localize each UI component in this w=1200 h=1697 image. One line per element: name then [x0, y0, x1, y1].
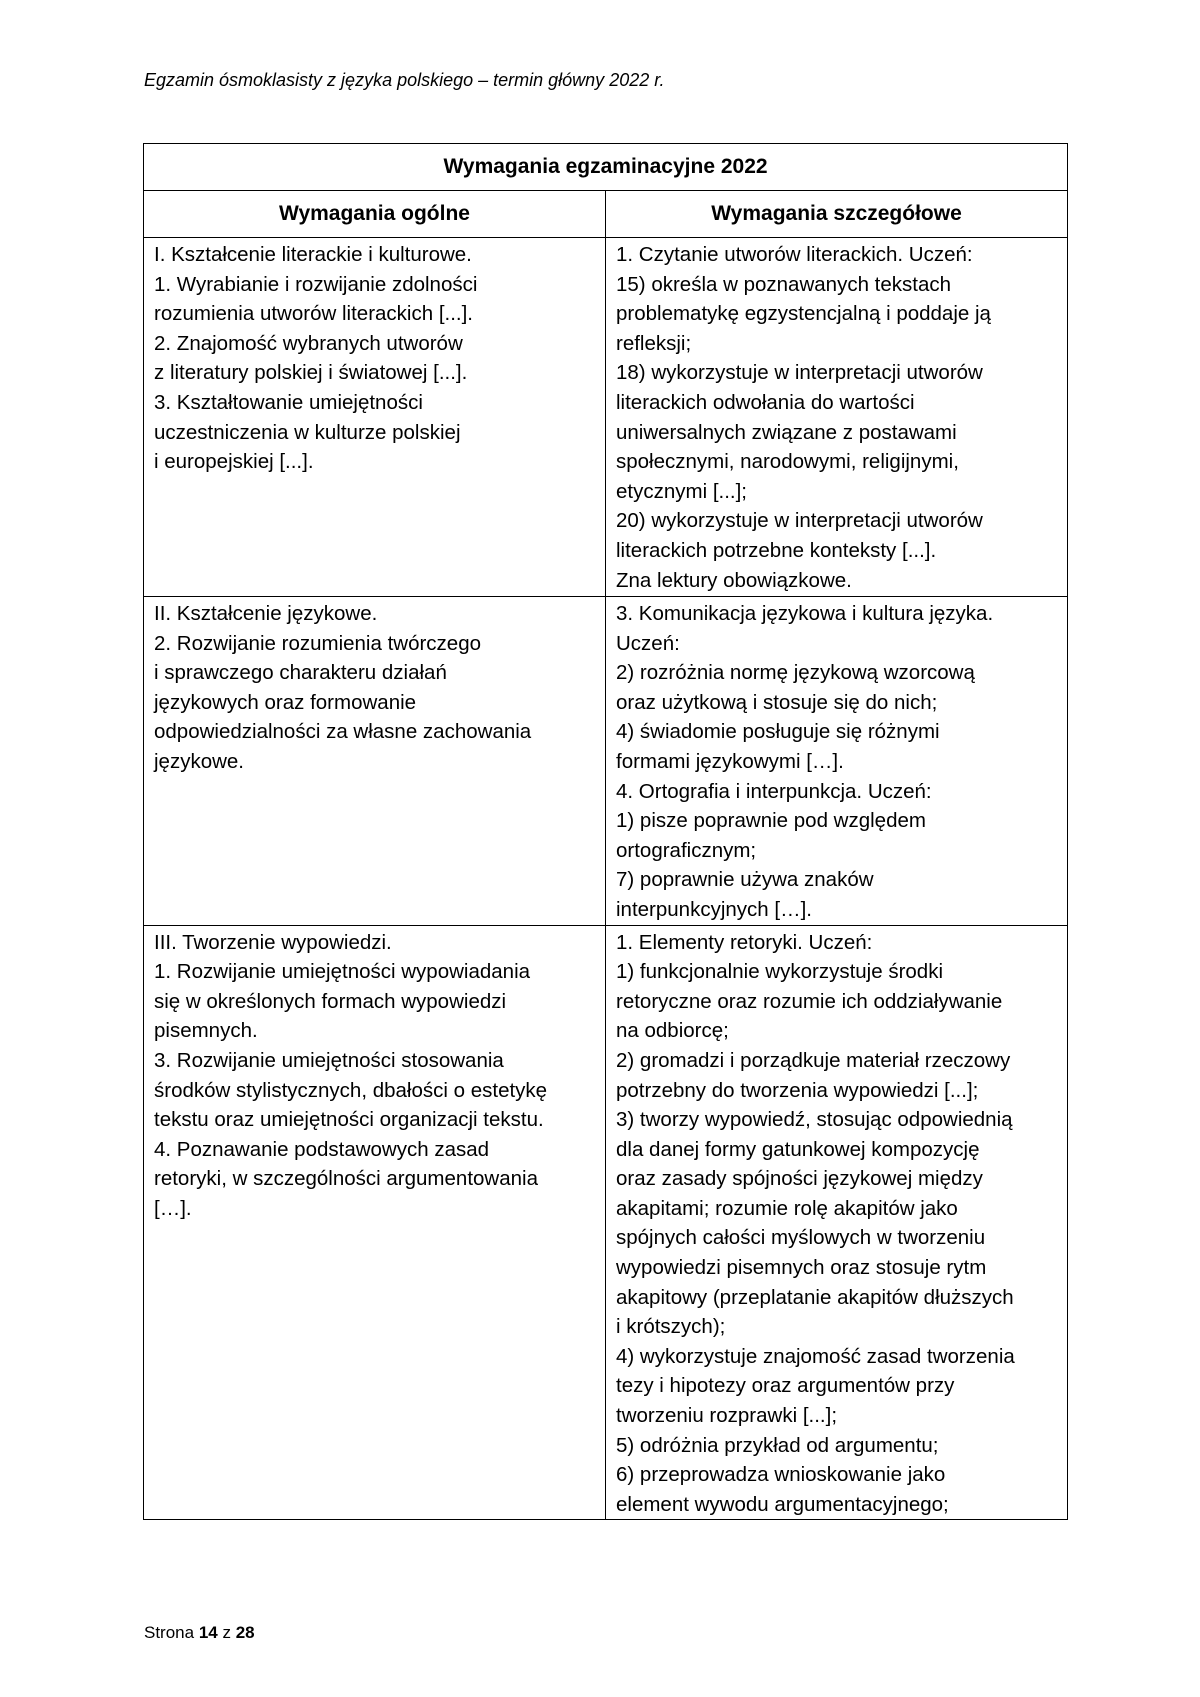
text-line: 5) odróżnia przykład od argumentu; [616, 1433, 939, 1457]
text-line: 1. Elementy retoryki. Uczeń: [616, 930, 873, 954]
text-line: potrzebny do tworzenia wypowiedzi [...]; [616, 1078, 979, 1102]
text-line: dla danej formy gatunkowej kompozycję [616, 1137, 980, 1161]
detailed-requirements-cell [606, 925, 1068, 1520]
text-line: się w określonych formach wypowiedzi [154, 989, 507, 1013]
page-footer [144, 1623, 255, 1643]
text-line: 2. Rozwijanie rozumienia twórczego [154, 631, 482, 655]
text-line: 1) pisze poprawnie pod względem [616, 809, 926, 833]
text-line: rozumienia utworów literackich [...]. [154, 302, 474, 326]
text-line: 20) wykorzystuje w interpretacji utworów [616, 509, 983, 533]
text-line: 2. Znajomość wybranych utworów [154, 331, 463, 355]
text-line: i sprawczego charakteru działań [154, 661, 447, 685]
text-line: uczestniczenia w kulturze polskiej [154, 420, 461, 444]
text-line: retoryki, w szczególności argumentowania [154, 1167, 538, 1191]
text-line: 4. Poznawanie podstawowych zasad [154, 1137, 490, 1161]
text-line: i krótszych); [616, 1315, 726, 1339]
text-line: literackich potrzebne konteksty [...]. [616, 538, 937, 562]
text-line: tekstu oraz umiejętności organizacji tekstu. [154, 1108, 544, 1132]
text-line: uniwersalnych związane z postawami [616, 420, 957, 444]
text-line: wypowiedzi pisemnych oraz stosuje rytm [616, 1256, 987, 1280]
text-line: III. Tworzenie wypowiedzi. [154, 930, 392, 954]
text-line: oraz użytkową i stosuje się do nich; [616, 690, 938, 714]
text-line: językowe. [154, 749, 245, 773]
text-line: 1. Czytanie utworów literackich. Uczeń: [616, 243, 973, 266]
footer-page-number: 14 [198, 1623, 218, 1642]
text-line: 2) gromadzi i porządkuje materiał rzeczowy [616, 1048, 1011, 1072]
text-line: […]. [154, 1196, 192, 1220]
text-line: literackich odwołania do wartości [616, 390, 915, 414]
column-header-detailed: Wymagania szczegółowe [606, 191, 1068, 238]
text-line: interpunkcyjnych […]. [616, 897, 812, 921]
text-line: 4) świadomie posługuje się różnymi [616, 720, 940, 744]
text-line: II. Kształcenie językowe. [154, 602, 378, 625]
text-line: 1. Rozwijanie umiejętności wypowiadania [154, 960, 531, 984]
text-line: formami językowymi […]. [616, 749, 844, 773]
text-line: 3. Kształtowanie umiejętności [154, 390, 423, 414]
text-line: na odbiorcę; [616, 1019, 729, 1043]
text-line: pisemnych. [154, 1019, 258, 1043]
text-line: tworzeniu rozprawki [...]; [616, 1404, 838, 1428]
text-line: z literatury polskiej i światowej [...]. [154, 361, 468, 385]
text-line: element wywodu argumentacyjnego; [616, 1492, 949, 1516]
detailed-requirements-cell [606, 597, 1068, 926]
text-line: społecznymi, narodowymi, religijnymi, [616, 450, 959, 474]
text-line: 7) poprawnie używa znaków [616, 868, 874, 892]
text-line: 18) wykorzystuje w interpretacji utworów [616, 361, 983, 385]
text-line: 15) określa w poznawanych tekstach [616, 272, 952, 296]
text-line: 2) rozróżnia normę językową wzorcową [616, 661, 975, 685]
column-header-general: Wymagania ogólne [144, 191, 606, 238]
text-line: spójnych całości myślowych w tworzeniu [616, 1226, 986, 1250]
text-line: 6) przeprowadza wnioskowanie jako [616, 1463, 946, 1487]
general-requirements-cell [144, 597, 606, 926]
table-row [144, 238, 1068, 597]
text-line: oraz zasady spójności językowej między [616, 1167, 983, 1191]
text-line: 4) wykorzystuje znajomość zasad tworzenia [616, 1344, 1015, 1368]
text-line: retoryczne oraz rozumie ich oddziaływanie [616, 989, 1003, 1013]
text-line: etycznymi [...]; [616, 479, 747, 503]
footer-label: Strona [144, 1623, 195, 1642]
table-row [144, 597, 1068, 926]
text-line: odpowiedzialności za własne zachowania [154, 720, 532, 744]
footer-separator: z [222, 1623, 231, 1642]
text-line: akapitowy (przeplatanie akapitów dłuższych [616, 1285, 1014, 1309]
text-line: Uczeń: [616, 631, 680, 655]
footer-page-total: 28 [235, 1623, 255, 1642]
text-line: problematykę egzystencjalną i poddaje ją [616, 302, 991, 326]
table-row [144, 925, 1068, 1520]
text-line: I. Kształcenie literackie i kulturowe. [154, 243, 472, 266]
text-line: 4. Ortografia i interpunkcja. Uczeń: [616, 779, 932, 803]
requirements-table [143, 143, 1068, 1520]
general-requirements-cell [144, 238, 606, 597]
detailed-requirements-cell [606, 238, 1068, 597]
general-requirements-cell [144, 925, 606, 1520]
text-line: 1. Wyrabianie i rozwijanie zdolności [154, 272, 478, 296]
text-line: 3) tworzy wypowiedź, stosując odpowiednią [616, 1108, 1013, 1132]
table-title: Wymagania egzaminacyjne 2022 [144, 144, 1068, 191]
text-line: językowych oraz formowanie [154, 690, 417, 714]
text-line: akapitami; rozumie rolę akapitów jako [616, 1196, 958, 1220]
text-line: Zna lektury obowiązkowe. [616, 568, 852, 592]
text-line: 3. Rozwijanie umiejętności stosowania [154, 1048, 504, 1072]
text-line: 3. Komunikacja językowa i kultura języka. [616, 602, 994, 625]
text-line: 1) funkcjonalnie wykorzystuje środki [616, 960, 943, 984]
text-line: i europejskiej [...]. [154, 450, 314, 474]
text-line: środków stylistycznych, dbałości o estetykę [154, 1078, 548, 1102]
text-line: refleksji; [616, 331, 692, 355]
text-line: tezy i hipotezy oraz argumentów przy [616, 1374, 955, 1398]
text-line: ortograficznym; [616, 838, 757, 862]
running-header: Egzamin ósmoklasisty z języka polskiego – termin główny 2022 r. [144, 70, 665, 90]
